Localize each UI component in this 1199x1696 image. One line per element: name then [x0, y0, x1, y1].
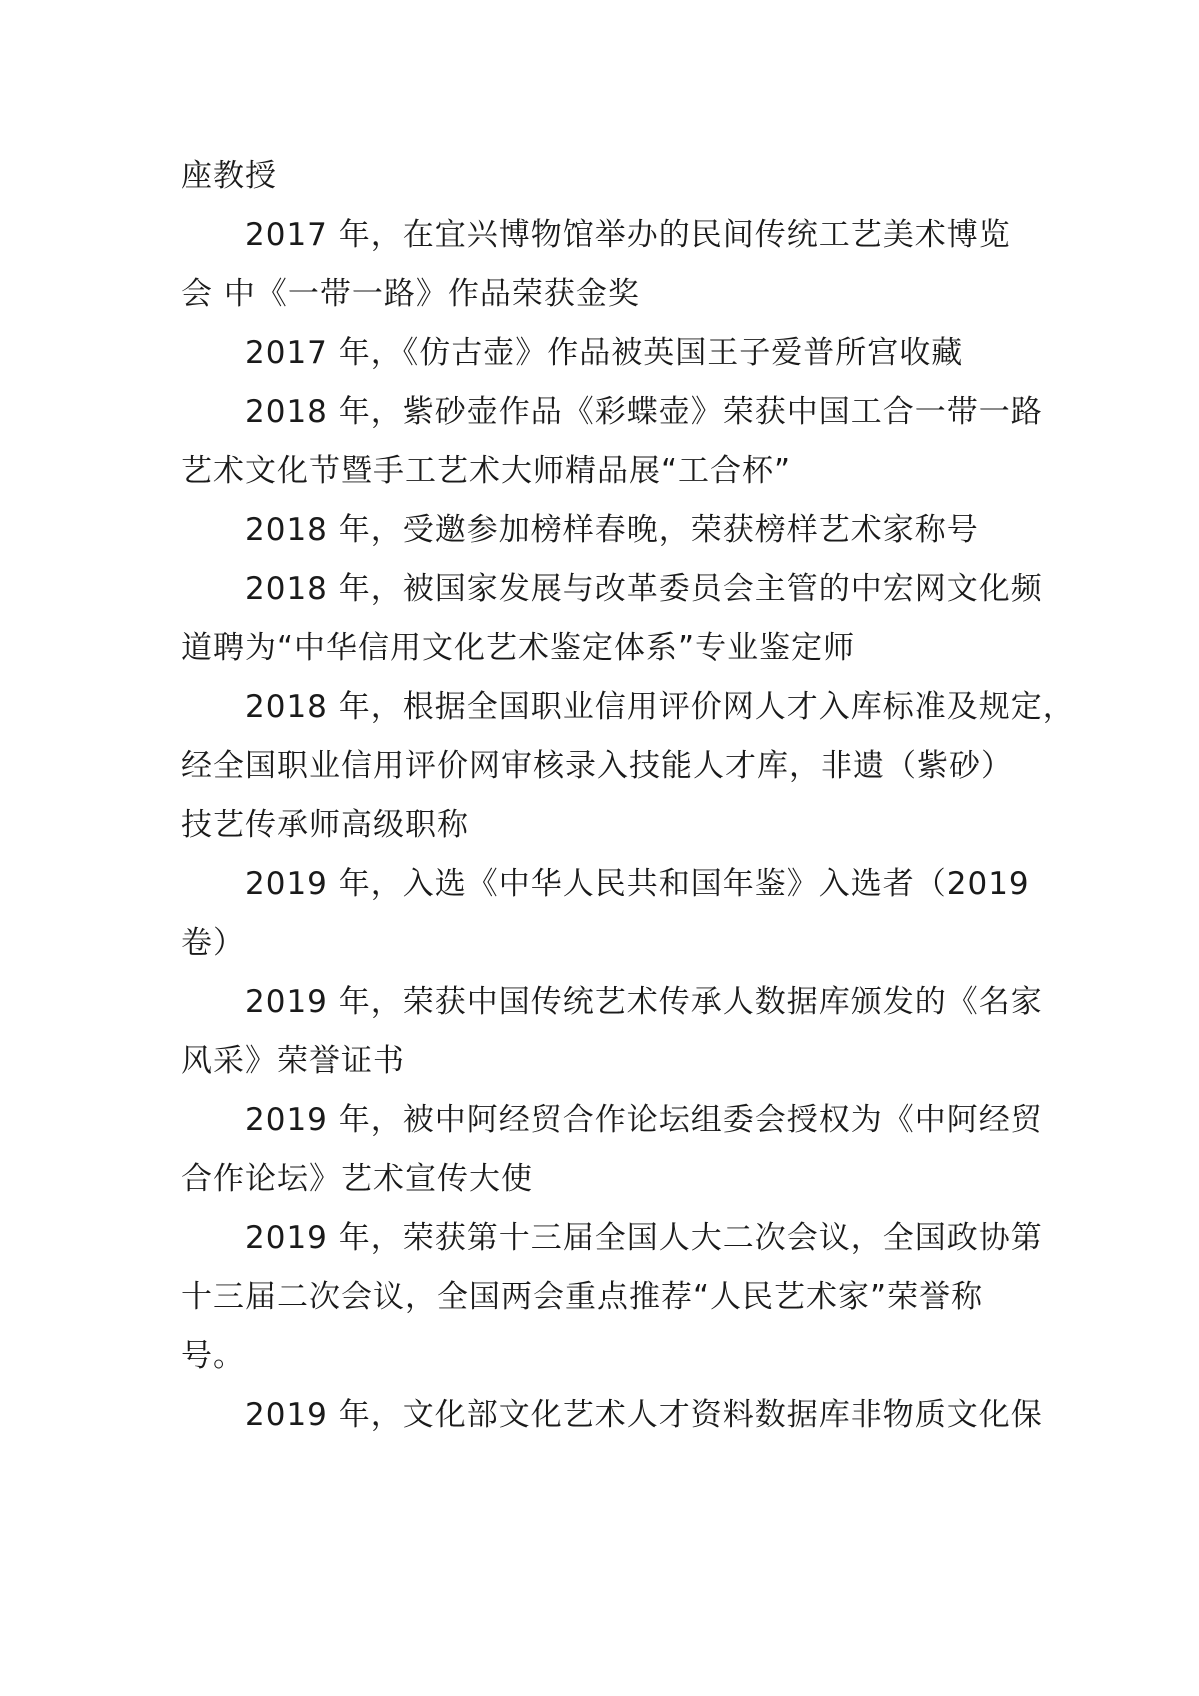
text-line: 艺术文化节暨手工艺术大师精品展“工合杯”	[181, 453, 792, 489]
paragraph	[181, 1386, 1041, 1445]
paragraph	[181, 501, 1041, 560]
paragraph	[181, 973, 1041, 1091]
text-line: 会 中《一带一路》作品荣获金奖	[181, 276, 640, 312]
paragraph	[181, 560, 1041, 678]
text-line: 座教授	[181, 158, 277, 194]
text-line: 风采》荣誉证书	[181, 1043, 405, 1079]
text-line: 2019 年，荣获第十三届全国人大二次会议，全国政协第	[245, 1220, 1043, 1256]
text-line: 2017 年，在宜兴博物馆举办的民间传统工艺美术博览	[245, 217, 1011, 253]
document-body	[181, 147, 1075, 1445]
text-line: 十三届二次会议，全国两会重点推荐“人民艺术家”荣誉称	[181, 1279, 984, 1315]
paragraph	[181, 1209, 1041, 1386]
text-line: 号。	[181, 1338, 245, 1374]
text-line: 2017 年，《仿古壶》作品被英国王子爱普所宫收藏	[245, 335, 964, 371]
text-line: 2019 年，文化部文化艺术人才资料数据库非物质文化保	[245, 1397, 1043, 1433]
text-line: 2019 年，荣获中国传统艺术传承人数据库颁发的《名家	[245, 984, 1043, 1020]
text-line: 2018 年，根据全国职业信用评价网人才入库标准及规定，	[245, 689, 1075, 725]
paragraph	[181, 147, 1041, 206]
paragraph	[181, 324, 1041, 383]
text-line: 2018 年，被国家发展与改革委员会主管的中宏网文化频	[245, 571, 1043, 607]
text-line: 经全国职业信用评价网审核录入技能人才库，非遗（紫砂）	[181, 748, 1013, 784]
text-line: 2018 年，受邀参加榜样春晚，荣获榜样艺术家称号	[245, 512, 979, 548]
paragraph	[181, 383, 1041, 501]
text-line: 2019 年，入选《中华人民共和国年鉴》入选者（2019	[245, 866, 1030, 902]
text-line: 技艺传承师高级职称	[181, 807, 469, 843]
text-line: 合作论坛》艺术宣传大使	[181, 1161, 533, 1197]
text-line: 2019 年，被中阿经贸合作论坛组委会授权为《中阿经贸	[245, 1102, 1043, 1138]
paragraph	[181, 206, 1041, 324]
text-line: 道聘为“中华信用文化艺术鉴定体系”专业鉴定师	[181, 630, 856, 666]
paragraph	[181, 678, 1075, 855]
text-line: 卷）	[181, 925, 245, 961]
paragraph	[181, 1091, 1041, 1209]
text-line: 2018 年，紫砂壶作品《彩蝶壶》荣获中国工合一带一路	[245, 394, 1043, 430]
paragraph	[181, 855, 1041, 973]
